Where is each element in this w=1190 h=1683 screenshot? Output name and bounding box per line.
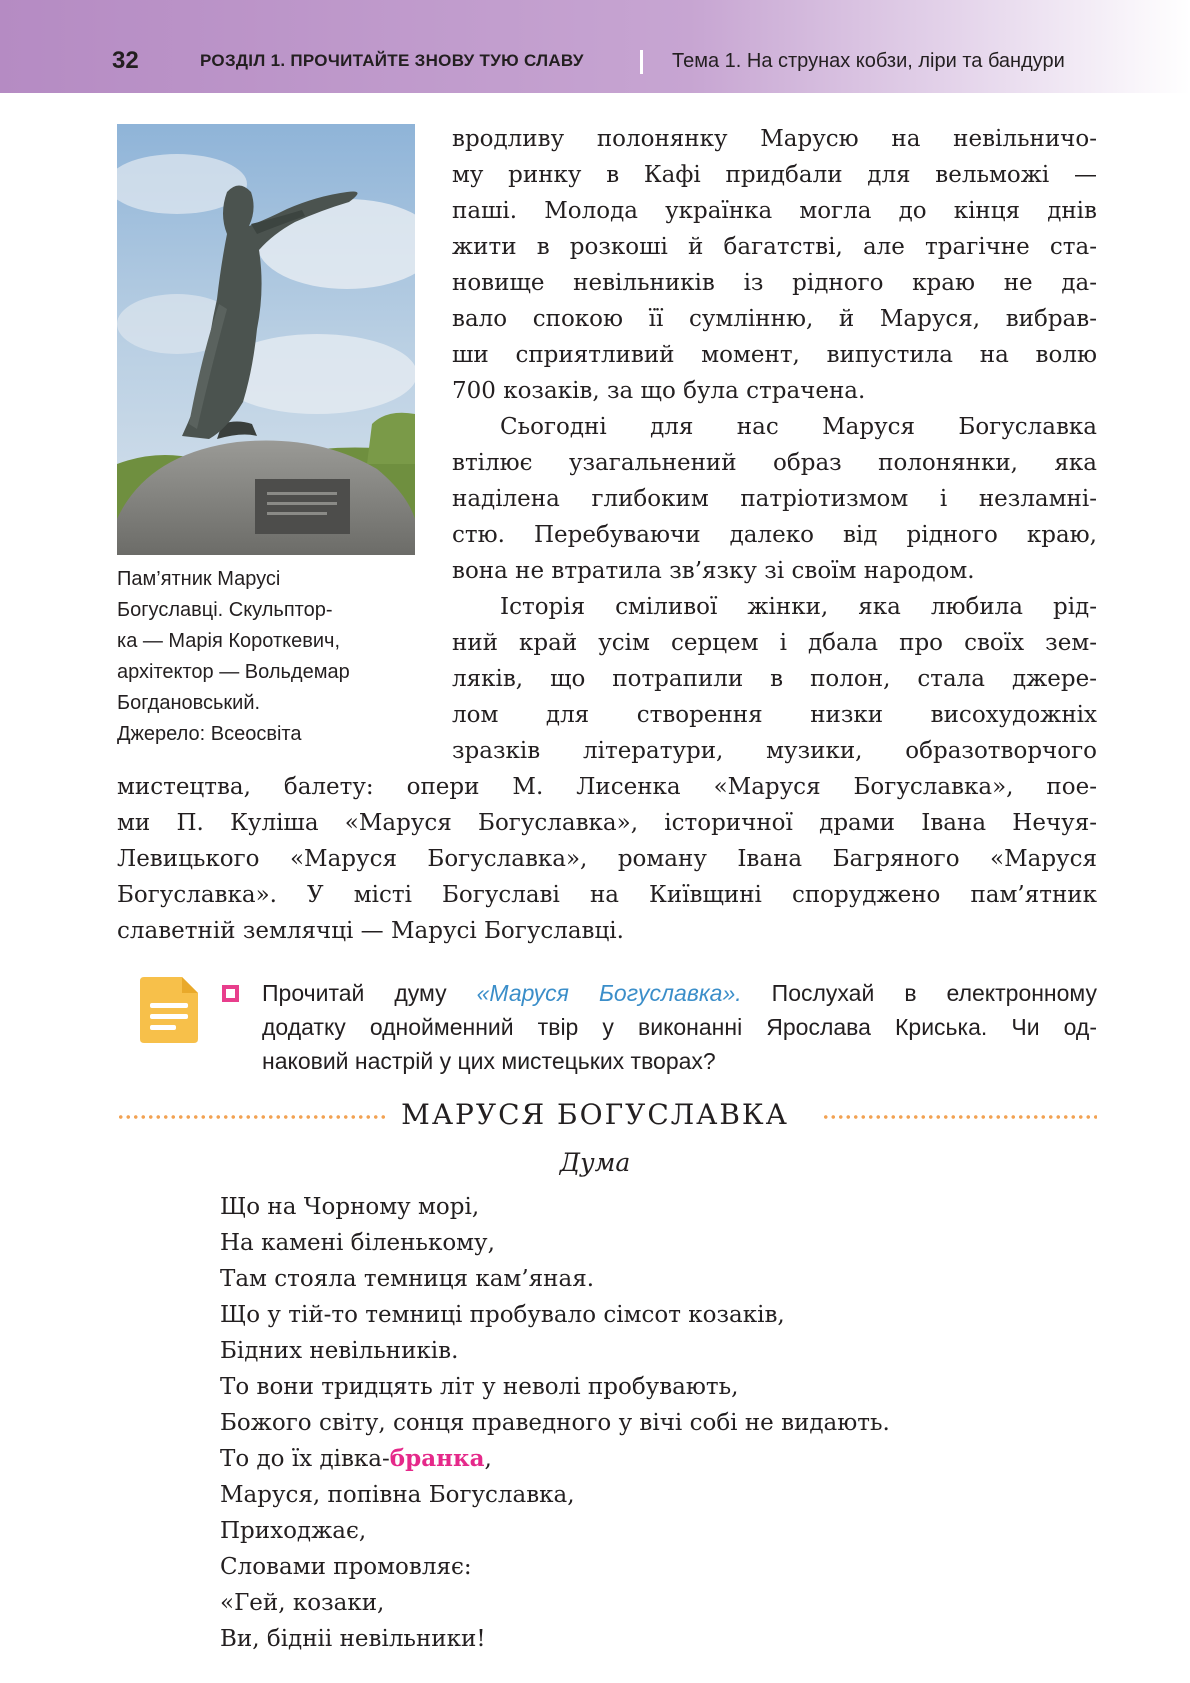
task-line [262,978,1097,1008]
body-line: ми П. Куліша «Маруся Богуславка», історичної драми Івана Нечуя- [117,810,1097,836]
body-line: мистецтва, балету: опери М. Лисенка «Маруся Богуславка», пое- [117,774,1097,800]
body-line: Богуславка». У місті Богуславі на Київщині споруджено пам’ятник [117,882,1097,908]
caption-line: Пам’ятник Марусі [117,568,281,590]
poem-line: Що на Чорному морі, [220,1194,480,1220]
monument-photo [117,124,415,555]
body-line: Левицького «Маруся Богуславка», роману Івана Багряного «Маруся [117,846,1097,872]
dotted-divider-left [117,1115,387,1119]
dotted-divider-right [822,1115,1097,1119]
poem-line: Божого світу, сонця праведного у вічі собі не видають. [220,1410,890,1436]
poem-line: Маруся, попівна Богуславка, [220,1482,575,1508]
highlighted-term: бранка [389,1445,485,1472]
caption-line: Джерело: Всеосвіта [117,723,302,745]
body-line: ляків, що потрапили в полон, стала джере- [452,666,1097,692]
body-line: наділена глибоким патріотизмом і незламні- [452,486,1097,512]
poem-line [220,1443,492,1475]
body-line: му ринку в Кафі придбали для вельможі — [452,162,1097,188]
poem-text: , [484,1446,492,1472]
poem-line: Там стояла темниця кам’яная. [220,1266,595,1292]
body-line: ний край усім серцем і дбала про своїх зем- [452,630,1097,656]
task-line: наковий настрій у цих мистецьких творах? [262,1048,716,1074]
body-line: паші. Молода українка могла до кінця днів [452,198,1097,224]
body-line: зразків літератури, музики, образотворчого [452,738,1097,764]
poem-subtitle: Дума [559,1148,631,1177]
body-line: вало спокою її сумлінню, й Маруся, вибрав- [452,306,1097,332]
poem-text: То до їх дівка- [220,1446,390,1472]
body-line: Історія сміливої жінки, яка любила рід- [500,594,1097,620]
task-text: Послухай в електронному [741,980,1097,1006]
body-line: втілює узагальнений образ полонянки, яка [452,450,1097,476]
poem-line: То вони тридцять літ у неволі пробувають, [220,1374,739,1400]
document-note-icon [136,975,202,1045]
photo-caption [117,564,427,750]
poem-title: МАРУСЯ БОГУСЛАВКА [401,1098,789,1131]
task-poem-title: «Маруся Богуславка». [476,980,742,1006]
page-number: 32 [112,47,139,74]
topic-title: Тема 1. На струнах кобзи, ліри та бандури [672,50,1065,72]
body-line: ши сприятливий момент, випустила на волю [452,342,1097,368]
task-text: Прочитай думу [262,980,477,1006]
caption-line: Богдановський. [117,692,261,714]
body-line: лом для створення низки висохудожніх [452,702,1097,728]
poem-line: На камені біленькому, [220,1230,495,1256]
task-square-marker [222,985,239,1002]
caption-line: архітектор — Вольдемар [117,661,350,683]
body-line: стю. Перебуваючи далеко від рідного краю, [452,522,1097,548]
caption-line: ка — Марія Короткевич, [117,630,340,652]
body-line: 700 козаків, за що була страчена. [452,378,866,404]
poem-line: Приходжає, [220,1518,367,1544]
poem-line: Що у тій-то темниці пробувало сімсот козаків, [220,1302,785,1328]
body-line: славетній землячці — Марусі Богуславці. [117,918,624,944]
body-line: вона не втратила зв’язку зі своїм народом. [452,558,975,584]
page-header [0,0,1190,93]
caption-line: Богуславці. Скульптор- [117,599,333,621]
body-line: новище невільників із рідного краю не да- [452,270,1097,296]
poem-line: «Гей, козаки, [220,1590,385,1616]
section-title: РОЗДІЛ 1. ПРОЧИТАЙТЕ ЗНОВУ ТУЮ СЛАВУ [200,51,584,70]
body-line: жити в розкоші й багатстві, але трагічне ста- [452,234,1097,260]
header-separator [640,50,643,74]
task-line: додатку однойменний твір у виконанні Ярослава Криська. Чи од- [262,1014,1097,1040]
body-line: вродливу полонянку Марусю на невільничо- [452,126,1097,152]
poem-line: Словами промовляє: [220,1554,472,1580]
body-line: Сьогодні для нас Маруся Богуславка [500,414,1097,440]
poem-line: Бідних невільників. [220,1338,459,1364]
poem-line: Ви, бідніі невільники! [220,1626,486,1652]
